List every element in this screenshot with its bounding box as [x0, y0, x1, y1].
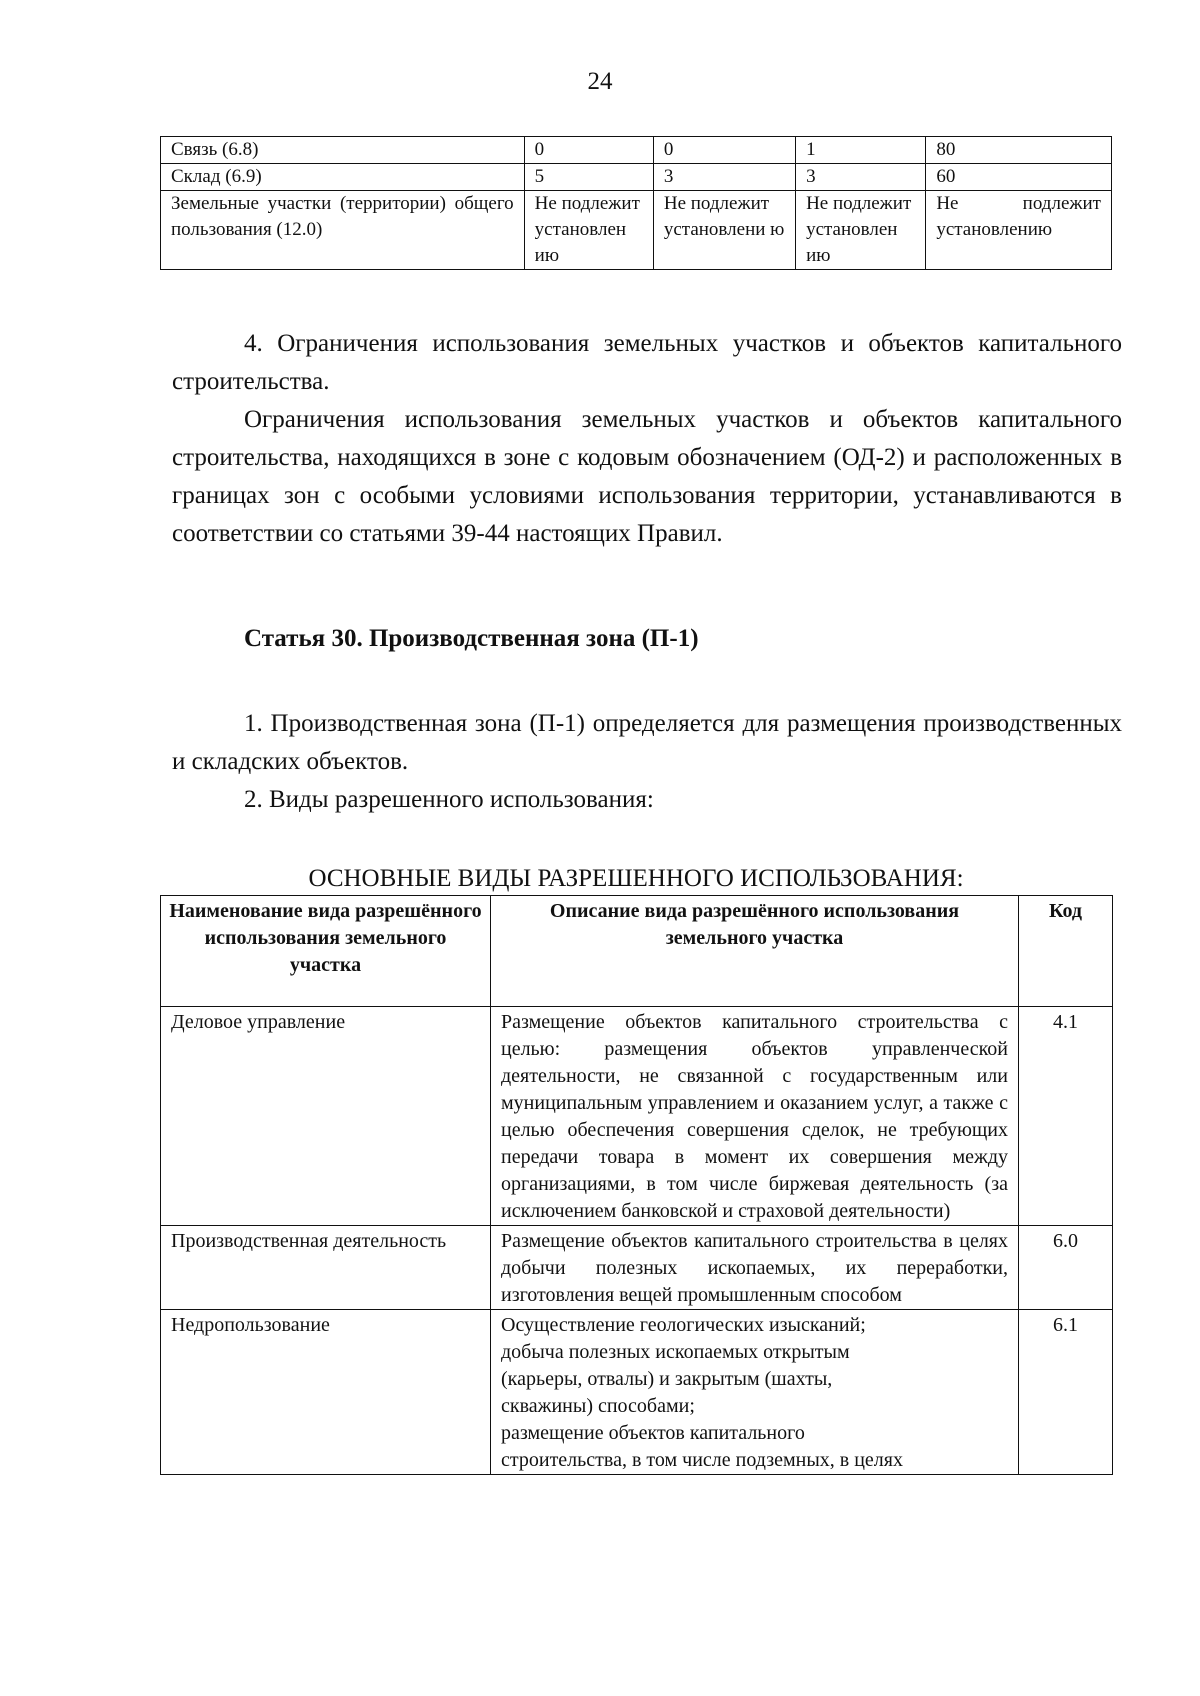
description-line: строительства, в том числе подземных, в целях [501, 1449, 903, 1471]
zone-parameters-table [160, 136, 1112, 270]
table-row [161, 1226, 1113, 1310]
paragraph-text: 1. Производственная зона (П-1) определяется для размещения производственных и складских объектов. [172, 710, 1122, 775]
table-cell: Не подлежит установлен ию [796, 191, 926, 270]
table-cell: 60 [926, 164, 1112, 191]
paragraph-restrictions-body [172, 401, 1122, 553]
table-row [161, 191, 1112, 270]
paragraph-text: 2. Виды разрешенного использования: [244, 786, 654, 813]
description-line: (карьеры, отвалы) и закрытым (шахты, [501, 1368, 833, 1390]
table-cell: 80 [926, 137, 1112, 164]
table-cell: Земельные участки (территории) общего пользования (12.0) [161, 191, 525, 270]
table-cell: Не подлежит установлени ю [653, 191, 795, 270]
column-header-description: Описание вида разрешённого использования земельного участка [491, 896, 1019, 1007]
paragraph-usage-types [172, 781, 1122, 819]
description-line: Осуществление геологических изысканий; [501, 1314, 866, 1336]
table-cell: 5 [524, 164, 653, 191]
table-header-row [161, 896, 1113, 1007]
table-cell: 1 [796, 137, 926, 164]
paragraph-restrictions-title [172, 325, 1122, 401]
table-row [161, 137, 1112, 164]
column-header-name: Наименование вида разрешённого использования земельного участка [161, 896, 491, 1007]
table-row [161, 1007, 1113, 1226]
table-cell: Связь (6.8) [161, 137, 525, 164]
table-cell-description [491, 1310, 1019, 1475]
permitted-use-table [160, 895, 1113, 1475]
table-cell-description: Размещение объектов капитального строительства с целью: размещения объектов управленческой деятельности, не связанной с государственным или муниципальным управлением и оказанием услуг, а также с целью обеспечения совершения сделок, не требующих передачи товара в момент их совершения между организациями, в том числе биржевая деятельность (за исключением банковской и страховой деятельности) [491, 1007, 1019, 1226]
description-line: скважины) способами; [501, 1395, 695, 1417]
paragraph-zone-definition [172, 705, 1122, 781]
table-cell-description: Размещение объектов капитального строительства в целях добычи полезных ископаемых, их переработки, изготовления вещей промышленным способом [491, 1226, 1019, 1310]
table-cell: 3 [653, 164, 795, 191]
table-cell-name: Недропользование [161, 1310, 491, 1475]
table-cell: 0 [524, 137, 653, 164]
table-cell: 3 [796, 164, 926, 191]
table-caption: ОСНОВНЫЕ ВИДЫ РАЗРЕШЕННОГО ИСПОЛЬЗОВАНИЯ: [308, 865, 964, 892]
description-line: добыча полезных ископаемых открытым [501, 1341, 850, 1363]
table-cell-code: 6.1 [1019, 1310, 1113, 1475]
table-row [161, 164, 1112, 191]
article-heading: Статья 30. Производственная зона (П-1) [244, 625, 699, 652]
table-cell-code: 4.1 [1019, 1007, 1113, 1226]
paragraph-text: Ограничения использования земельных участков и объектов капитального строительства, находящихся в зоне с кодовым обозначением (ОД-2) и расположенных в границах зон с особыми условиями использования территории, устанавливаются в соответствии со статьями 39-44 настоящих Правил. [172, 406, 1122, 547]
table-cell: Склад (6.9) [161, 164, 525, 191]
table-cell-name: Производственная деятельность [161, 1226, 491, 1310]
table-cell: Не подлежит установлен ию [524, 191, 653, 270]
paragraph-text: 4. Ограничения использования земельных участков и объектов капитального строительства. [172, 330, 1122, 395]
table-row [161, 1310, 1113, 1475]
description-line: размещение объектов капитального [501, 1422, 805, 1444]
table-cell: Не подлежит установлению [926, 191, 1112, 270]
column-header-code: Код [1019, 896, 1113, 1007]
page-number: 24 [587, 68, 613, 95]
table-cell: 0 [653, 137, 795, 164]
table-cell-code: 6.0 [1019, 1226, 1113, 1310]
table-cell-name: Деловое управление [161, 1007, 491, 1226]
